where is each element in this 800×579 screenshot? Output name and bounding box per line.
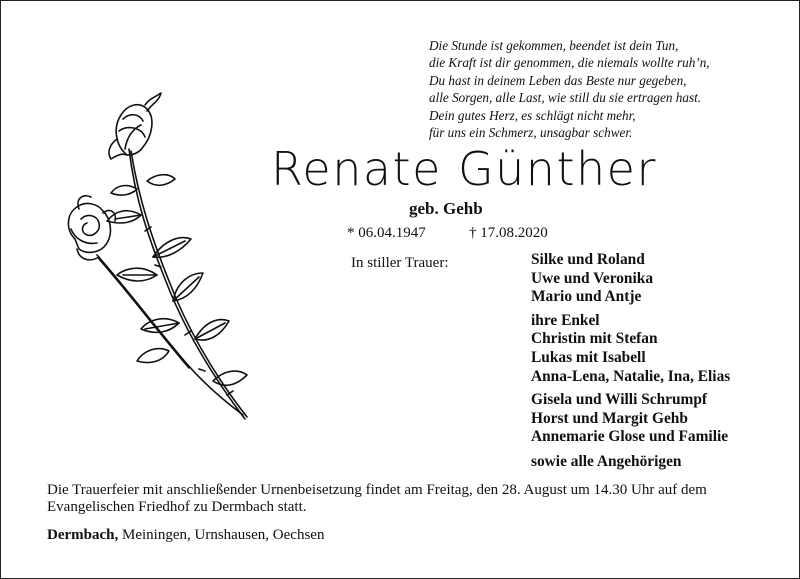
- rose-drawing-icon: [57, 89, 267, 425]
- poem-line: die Kraft ist dir genommen, die niemals wollte ruh’n,: [429, 55, 710, 71]
- poem-line: Du hast in deinem Leben das Beste nur gegeben,: [429, 72, 687, 88]
- poem-line: alle Sorgen, alle Last, wie still du sie ertragen hast.: [429, 90, 702, 106]
- relatives-group: [531, 391, 730, 447]
- children-group: [531, 251, 730, 307]
- life-dates: [347, 225, 548, 242]
- poem: [429, 37, 769, 141]
- list-item: Mario und Antje: [531, 288, 642, 306]
- list-item: Uwe und Veronika: [531, 269, 654, 287]
- death-date: † 17.08.2020: [469, 225, 548, 241]
- list-item: Gisela und Willi Schrumpf: [531, 391, 708, 409]
- mourning-label: In stiller Trauer:: [351, 255, 449, 271]
- funeral-info: Die Trauerfeier mit anschließender Urnenbeisetzung findet am Freitag, den 28. August um 14.30 Uhr auf dem Evangelischen Friedhof zu Dermbach statt.: [47, 482, 707, 516]
- poem-line: Die Stunde ist gekommen, beendet ist dein Tun,: [429, 38, 679, 53]
- list-item: Lukas mit Isabell: [531, 348, 646, 366]
- list-item: Annemarie Glose und Familie: [531, 428, 729, 446]
- grandchildren-group: [531, 312, 730, 386]
- deceased-name: Renate Günther: [271, 142, 657, 196]
- family-list: [531, 251, 730, 472]
- list-item: ihre Enkel: [531, 311, 600, 329]
- poem-line: Dein gutes Herz, es schlägt nicht mehr,: [429, 107, 636, 123]
- place-others: Meiningen, Urnshausen, Oechsen: [118, 527, 325, 543]
- maiden-name: geb. Gehb: [409, 199, 483, 218]
- list-item: Anna-Lena, Natalie, Ina, Elias: [531, 367, 731, 385]
- poem-line: für uns ein Schmerz, unsagbar schwer.: [429, 125, 633, 141]
- list-item: Horst und Margit Gehb: [531, 409, 688, 427]
- others-line: sowie alle Angehörigen: [531, 452, 682, 470]
- list-item: Christin mit Stefan: [531, 330, 658, 348]
- birth-date: * 06.04.1947: [347, 225, 426, 241]
- places-line: [47, 527, 324, 544]
- place-main: Dermbach,: [47, 527, 119, 543]
- list-item: Silke und Roland: [531, 251, 645, 268]
